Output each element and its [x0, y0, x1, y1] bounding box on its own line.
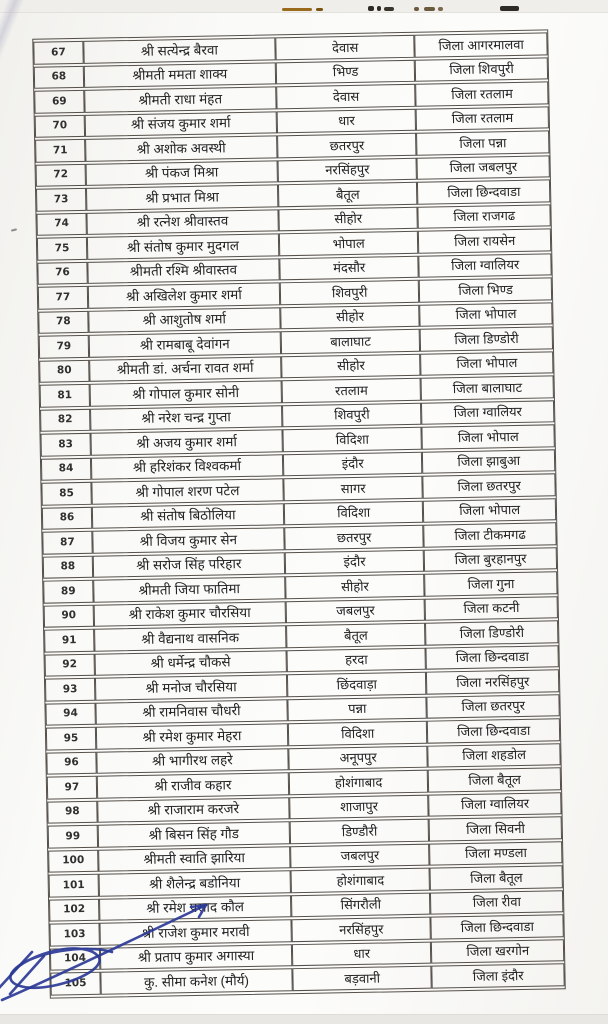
name-cell: श्री सरोज सिंह परिहार	[93, 552, 285, 578]
name-cell: श्री रमेश कुमार मेहरा	[96, 723, 288, 749]
place-cell: रतलाम	[282, 378, 422, 403]
place-cell: धार	[292, 941, 432, 966]
name-cell: श्री मनोज चौरसिया	[95, 674, 287, 700]
district-cell: जिला गुना	[425, 571, 558, 596]
serial-cell: 86	[42, 506, 92, 529]
scan-artifact-mark	[377, 6, 381, 11]
district-cell: जिला भोपाल	[423, 498, 556, 523]
place-cell: सागर	[283, 476, 423, 501]
name-cell: श्री भागीरथ लहरे	[96, 748, 288, 774]
district-cell: जिला ग्वालियर	[419, 253, 552, 278]
serial-cell: 101	[49, 874, 99, 897]
scan-artifact-mark	[316, 8, 323, 11]
district-cell: जिला राजगढ	[418, 204, 551, 229]
serial-cell: 94	[45, 702, 95, 725]
district-cell: जिला भोपाल	[422, 424, 555, 449]
name-cell: श्री संजय कुमार शर्मा	[85, 111, 277, 137]
serial-cell: 88	[43, 555, 93, 578]
district-cell: जिला बालाघाट	[421, 375, 554, 400]
serial-cell: 95	[46, 727, 96, 750]
district-cell: जिला बुरहानपुर	[424, 547, 557, 572]
serial-cell: 105	[50, 972, 100, 995]
name-cell: श्री संतोष कुमार मुदगल	[87, 233, 279, 259]
serial-cell: 89	[43, 580, 93, 603]
serial-cell: 78	[38, 310, 88, 333]
district-cell: जिला नरसिंहपुर	[426, 669, 559, 694]
district-cell: जिला जबलपुर	[417, 155, 550, 180]
place-cell: भिण्ड	[276, 59, 416, 84]
district-cell: जिला कटनी	[425, 596, 558, 621]
place-cell: इंदौर	[285, 549, 425, 574]
district-cell: जिला डिण्डोरी	[420, 326, 553, 351]
serial-cell: 79	[39, 335, 89, 358]
serial-cell: 72	[36, 163, 86, 186]
name-cell: श्री पंकज मिश्रा	[85, 160, 277, 186]
serial-cell: 102	[49, 898, 99, 921]
serial-cell: 73	[36, 188, 86, 211]
name-cell: श्री आशुतोष शर्मा	[88, 307, 280, 333]
place-cell: अनूपपुर	[288, 745, 428, 770]
serial-cell: 83	[40, 433, 90, 456]
scan-artifact-mark	[368, 6, 374, 11]
place-cell: धार	[277, 108, 417, 133]
name-cell: श्री राकेश कुमार चौरसिया	[93, 601, 285, 627]
place-cell: विदिशा	[282, 427, 422, 452]
scan-artifact-mark	[384, 7, 394, 11]
serial-cell: 96	[46, 751, 96, 774]
serial-cell: 100	[48, 849, 98, 872]
serial-cell: 71	[35, 139, 85, 162]
place-cell: बालाघाट	[281, 329, 421, 354]
serial-cell: 104	[50, 947, 100, 970]
place-cell: जबलपुर	[290, 843, 430, 868]
name-cell: श्री अजय कुमार शर्मा	[90, 429, 282, 455]
scan-artifact-mark	[424, 7, 435, 11]
district-cell: जिला बैतूल	[428, 767, 561, 792]
place-cell: बैतूल	[278, 182, 418, 207]
place-cell: शिवपुरी	[280, 280, 420, 305]
serial-cell: 103	[49, 923, 99, 946]
place-cell: जबलपुर	[286, 598, 426, 623]
name-cell: श्री राजेश कुमार मरावी	[99, 919, 291, 945]
place-cell: सीहोर	[278, 206, 418, 231]
place-cell: डिण्डौरी	[290, 819, 430, 844]
district-cell: जिला आगरमालवा	[415, 32, 548, 57]
scan-artifact-dot	[11, 228, 17, 231]
name-cell: श्रीमती राधा मंहत	[84, 86, 276, 112]
name-cell: श्री नरेश चन्द्र गुप्ता	[90, 405, 282, 431]
name-cell: कु. सीमा कनेश (मौर्य)	[100, 968, 292, 994]
place-cell: होशंगाबाद	[289, 770, 429, 795]
district-cell: जिला रायसेन	[418, 228, 551, 253]
place-cell: सीहोर	[285, 574, 425, 599]
name-cell: श्री शैलेन्द्र बडोनिया	[98, 870, 290, 896]
scan-artifact-mark	[500, 6, 519, 11]
place-cell: देवास	[276, 84, 416, 109]
name-cell: श्रीमती डां. अर्चना रावत शर्मा	[89, 356, 281, 382]
place-cell: छिंदवाड़ा	[287, 672, 427, 697]
name-cell: श्री गोपाल शरण पटेल	[91, 478, 283, 504]
name-cell: श्रीमती रश्मि श्रीवास्तव	[87, 258, 279, 284]
district-cell: जिला टीकमगढ	[424, 522, 557, 547]
scan-artifact-mark	[282, 8, 312, 11]
district-cell: जिला छिन्दवाडा	[426, 645, 559, 670]
district-cell: जिला छतरपुर	[427, 694, 560, 719]
name-cell: श्री सत्येन्द्र बैरवा	[83, 37, 275, 63]
place-cell: नरसिंहपुर	[291, 917, 431, 942]
district-cell: जिला भोपाल	[420, 302, 553, 327]
district-cell: जिला इंदौर	[432, 963, 565, 988]
serial-cell: 67	[33, 41, 83, 64]
serial-cell: 80	[39, 359, 89, 382]
district-cell: जिला पन्ना	[416, 130, 549, 155]
place-cell: बड़वानी	[292, 966, 432, 991]
district-cell: जिला छिन्दवाडा	[431, 914, 564, 939]
name-cell: श्री रामबाबू देवांगन	[89, 331, 281, 357]
place-cell: शाजापुर	[289, 794, 429, 819]
scan-artifact-mark	[438, 7, 443, 11]
name-cell: श्री अशोक अवस्थी	[85, 135, 277, 161]
name-cell: श्री बिसन सिंह गौड	[98, 821, 290, 847]
district-cell: जिला खरगोन	[431, 939, 564, 964]
place-cell: इंदौर	[283, 451, 423, 476]
name-cell: श्री अखिलेश कुमार शर्मा	[88, 282, 280, 308]
signature-scribble-slash	[0, 952, 44, 994]
name-cell: श्रीमती स्वाति झारिया	[98, 846, 290, 872]
district-cell: जिला छिन्दवाडा	[427, 718, 560, 743]
serial-cell: 87	[42, 531, 92, 554]
district-cell: जिला झाबुआ	[422, 449, 555, 474]
district-cell: जिला रतलाम	[416, 106, 549, 131]
scan-top-edge	[0, 0, 608, 13]
name-cell: श्री प्रभात मिश्रा	[86, 184, 278, 210]
page-fold-shadow	[0, 0, 33, 131]
scan-bottom-edge	[0, 1014, 608, 1024]
serial-cell: 90	[44, 604, 94, 627]
name-cell: श्री रामनिवास चौधरी	[95, 699, 287, 725]
district-cell: जिला रीवा	[430, 890, 563, 915]
place-cell: छतरपुर	[284, 525, 424, 550]
name-cell: श्री राजीव कहार	[97, 772, 289, 798]
district-cell: जिला छतरपुर	[423, 473, 556, 498]
roster-table-body	[33, 32, 564, 995]
serial-cell: 77	[38, 286, 88, 309]
serial-cell: 91	[44, 629, 94, 652]
place-cell: पन्ना	[287, 696, 427, 721]
name-cell: श्री गोपाल कुमार सोनी	[89, 380, 281, 406]
serial-cell: 84	[41, 457, 91, 480]
name-cell: श्री वैद्यनाथ वासनिक	[94, 625, 286, 651]
place-cell: विदिशा	[288, 721, 428, 746]
district-cell: जिला भोपाल	[421, 351, 554, 376]
place-cell: बैतूल	[286, 623, 426, 648]
serial-cell: 70	[35, 114, 85, 137]
serial-cell: 74	[36, 212, 86, 235]
name-cell: श्रीमती जिया फातिमा	[93, 576, 285, 602]
name-cell: श्री संतोष बिठोलिया	[92, 503, 284, 529]
serial-cell: 68	[34, 65, 84, 88]
serial-cell: 81	[40, 384, 90, 407]
serial-cell: 99	[48, 825, 98, 848]
district-cell: जिला बैतूल	[430, 865, 563, 890]
serial-cell: 92	[45, 653, 95, 676]
serial-cell: 93	[45, 678, 95, 701]
place-cell: शिवपुरी	[282, 402, 422, 427]
district-cell: जिला ग्वालियर	[429, 792, 562, 817]
roster-table-grid	[32, 29, 565, 998]
place-cell: सीहोर	[280, 304, 420, 329]
district-cell: जिला रतलाम	[416, 81, 549, 106]
district-cell: जिला मण्डला	[429, 841, 562, 866]
place-cell: नरसिंहपुर	[277, 157, 417, 182]
serial-cell: 85	[41, 482, 91, 505]
place-cell: भोपाल	[279, 231, 419, 256]
name-cell: श्री विजय कुमार सेन	[92, 527, 284, 553]
place-cell: सिंगरौली	[291, 892, 431, 917]
district-cell: जिला शिवपुरी	[415, 57, 548, 82]
scan-artifact-mark	[414, 7, 419, 11]
district-cell: जिला ग्वालियर	[421, 400, 554, 425]
district-cell: जिला छिन्दवाडा	[417, 179, 550, 204]
district-cell: जिला भिण्ड	[419, 277, 552, 302]
district-cell: जिला डिण्डोरी	[425, 620, 558, 645]
place-cell: मंदसौर	[279, 255, 419, 280]
place-cell: सीहोर	[281, 353, 421, 378]
roster-table	[32, 29, 565, 998]
place-cell: देवास	[275, 35, 415, 60]
serial-cell: 76	[37, 261, 87, 284]
serial-cell: 98	[47, 800, 97, 823]
name-cell: श्री रत्नेश श्रीवास्तव	[86, 209, 278, 235]
name-cell: श्री हरिशंकर विश्वकर्मा	[91, 454, 283, 480]
place-cell: विदिशा	[284, 500, 424, 525]
name-cell: श्री प्रताप कुमार अगास्या	[100, 944, 292, 970]
district-cell: जिला सिवनी	[429, 816, 562, 841]
name-cell: श्री रमेश प्रसाद कौल	[99, 895, 291, 921]
place-cell: छतरपुर	[277, 133, 417, 158]
name-cell: श्रीमती ममता शाक्य	[84, 62, 276, 88]
district-cell: जिला शहडोल	[428, 743, 561, 768]
place-cell: होशंगाबाद	[290, 868, 430, 893]
serial-cell: 82	[40, 408, 90, 431]
serial-cell: 75	[37, 237, 87, 260]
name-cell: श्री धर्मेन्द्र चौकसे	[94, 650, 286, 676]
serial-cell: 69	[34, 90, 84, 113]
name-cell: श्री राजाराम करजरे	[97, 797, 289, 823]
place-cell: हरदा	[286, 647, 426, 672]
serial-cell: 97	[47, 776, 97, 799]
